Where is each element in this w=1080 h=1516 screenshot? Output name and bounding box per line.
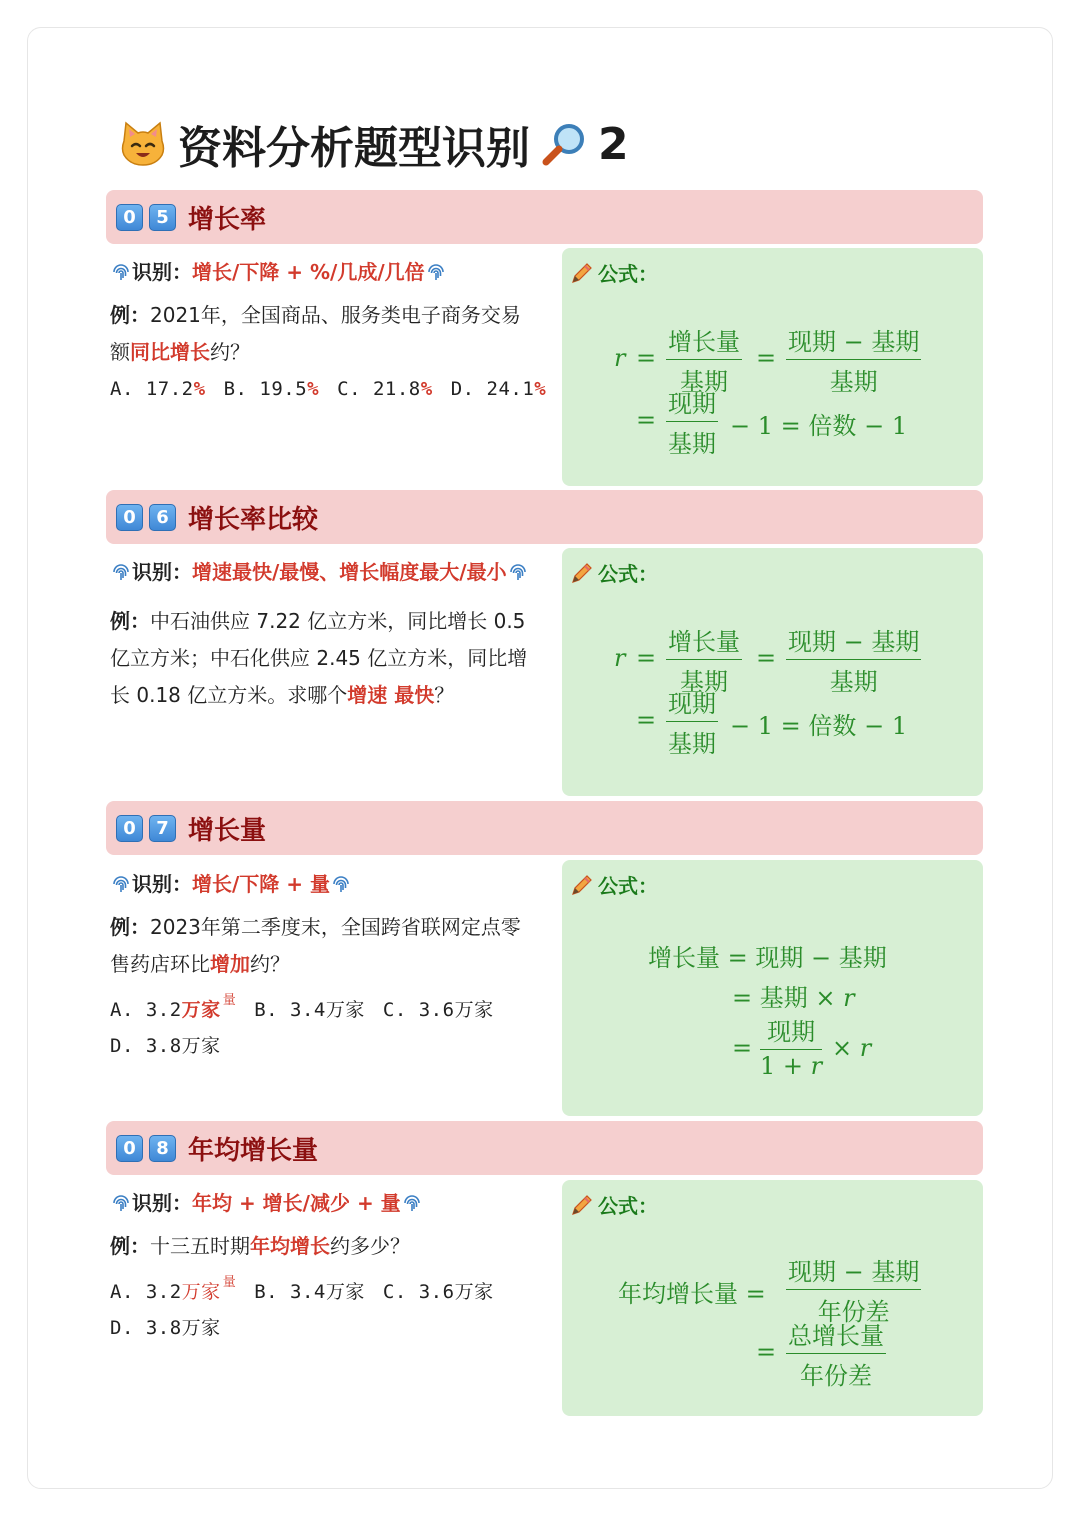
keycap-digit-5: 5: [149, 204, 176, 231]
example-text: 例：中石油供应 7.22 亿立方米，同比增长 0.5 亿立方米；中石化供应 2.45 亿立方米，同比增长 0.18 亿立方米。求哪个增速 最快？: [110, 609, 528, 707]
option-d: D. 3.8万家: [110, 1035, 221, 1057]
option-c: C. 3.6万家: [382, 1281, 494, 1303]
option-c: C. 21.8%: [337, 378, 433, 400]
ident-line: 识别：增长/下降 + %/几成/几倍: [110, 253, 540, 291]
fingerprint-icon: [507, 561, 529, 583]
section-header-05: [106, 190, 983, 244]
fingerprint-icon: [110, 561, 132, 583]
formula-label: 公式：: [570, 870, 658, 899]
option-b: B. 3.4万家: [254, 1281, 365, 1303]
title-text: 资料分析题型识别: [178, 123, 530, 174]
option-a: A. 17.2%: [110, 378, 206, 400]
ident-line: 识别：年均 + 增长/减少 + 量: [110, 1184, 540, 1222]
section-header-08: [106, 1121, 983, 1175]
fingerprint-icon: [425, 261, 447, 283]
keycap-digit-0: 0: [116, 1135, 143, 1162]
formula-math: r = 增长量 基期 = 现期 − 基期 基期 = 现期 基期 − 1 = 倍数 − 1: [614, 628, 920, 758]
option-b: B. 19.5%: [223, 378, 320, 400]
formula-box-08: [562, 1180, 983, 1416]
keycap-digit-0: 0: [116, 204, 143, 231]
fingerprint-icon: [401, 1192, 423, 1214]
title-number: 2: [598, 118, 629, 170]
keycap-digit-7: 7: [149, 815, 176, 842]
option-a: A. 3.2万家 $^量$: [110, 1275, 237, 1303]
section-header-06: [106, 490, 983, 544]
option-b: B. 3.4万家: [254, 999, 365, 1021]
formula-label: 公式：: [570, 558, 658, 587]
formula-label: 公式：: [570, 258, 658, 287]
example-text: 例：2023年第二季度末，全国跨省联网定点零售药店环比增加约？: [110, 915, 521, 976]
options-list: [110, 371, 547, 407]
cat-face-icon: [118, 119, 168, 169]
ident-line: 识别：增速最快/最慢、增长幅度最大/最小: [110, 553, 530, 591]
formula-box-06: [562, 548, 983, 796]
formula-box-07: [562, 860, 983, 1116]
formula-math: r = 增长量 基期 = 现期 − 基期 基期 = 现期 基期 − 1 = 倍数 − 1: [614, 328, 920, 458]
fingerprint-icon: [330, 873, 352, 895]
magnifying-glass-icon: [540, 120, 588, 168]
section-title: 增长率: [188, 204, 267, 235]
option-d: D. 24.1%: [450, 378, 547, 400]
fingerprint-icon: [110, 261, 132, 283]
section-left-05: [110, 253, 547, 407]
section-left-08: [110, 1184, 540, 1346]
ident-line: 识别：增长/下降 + 量: [110, 865, 540, 903]
formula-box-05: [562, 248, 983, 486]
section-title: 增长率比较: [188, 504, 319, 535]
section-left-06: [110, 553, 530, 714]
formula-math: 年均增长量 = 现期 − 基期 年份差 = 总增长量 年份差: [618, 1258, 920, 1390]
example-text: 例：2021年，全国商品、服务类电子商务交易额同比增长约？: [110, 303, 521, 364]
formula-label: 公式：: [570, 1190, 658, 1219]
section-left-07: [110, 865, 540, 1064]
keycap-digit-0: 0: [116, 815, 143, 842]
fingerprint-icon: [110, 1192, 132, 1214]
option-a: A. 3.2万家 $^量$: [110, 993, 237, 1021]
section-title: 年均增长量: [188, 1135, 319, 1166]
section-header-07: [106, 801, 983, 855]
formula-math: 增长量 = 现期 − 基期 = 基期 × r = 现期 1 + r × r: [648, 944, 887, 1080]
example-text: 例：十三五时期年均增长约多少？: [110, 1234, 410, 1258]
section-title: 增长量: [188, 815, 267, 846]
options-list: [110, 983, 540, 1064]
fingerprint-icon: [110, 873, 132, 895]
keycap-digit-0: 0: [116, 504, 143, 531]
keycap-digit-8: 8: [149, 1135, 176, 1162]
keycap-digit-6: 6: [149, 504, 176, 531]
page-title: [118, 112, 629, 176]
options-list: [110, 1265, 540, 1346]
option-c: C. 3.6万家: [382, 999, 494, 1021]
option-d: D. 3.8万家: [110, 1317, 221, 1339]
